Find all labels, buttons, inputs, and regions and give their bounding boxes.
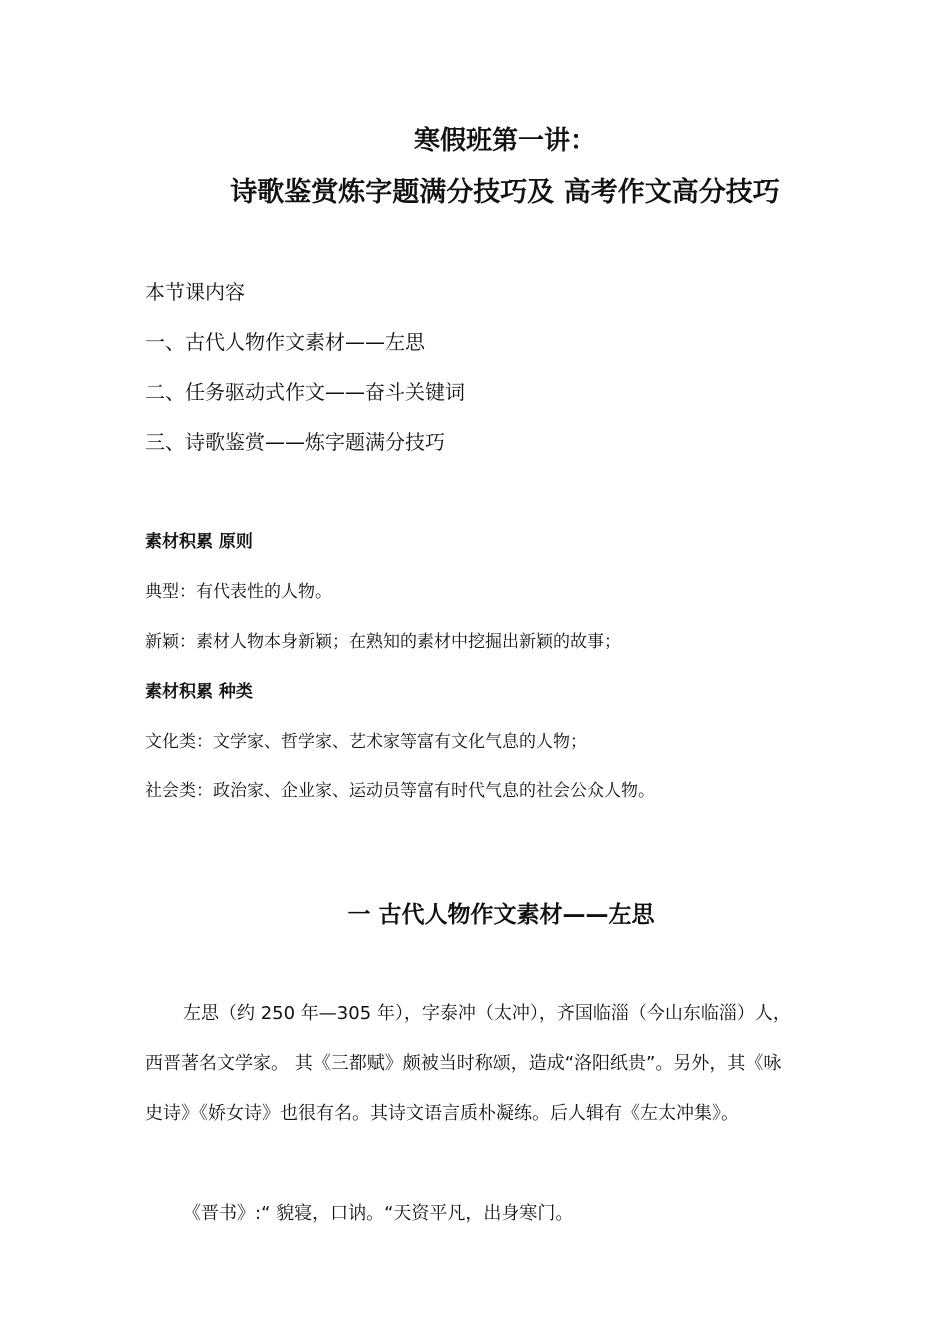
contents-item-1: 一、古代人物作文素材——左思 bbox=[145, 330, 425, 354]
contents-item-2: 二、任务驱动式作文——奋斗关键词 bbox=[145, 380, 465, 404]
paragraph-line-1: 左思（约 250 年—305 年），字泰冲（太冲），齐国临淄（今山东临淄）人， bbox=[183, 1003, 791, 1024]
quote-line: 《晋书》:“ 貌寝，口讷。“天资平凡，出身寒门。 bbox=[183, 1203, 574, 1224]
principle-novel: 新颖：素材人物本身新颖；在熟知的素材中挖掘出新颖的故事； bbox=[145, 632, 621, 652]
categories-heading: 素材积累 种类 bbox=[145, 682, 253, 702]
paragraph-line-2: 西晋著名文学家。 其《三都赋》颇被当时称颂，造成“洛阳纸贵”。另外，其《咏 bbox=[145, 1053, 782, 1074]
paragraph-line-3: 史诗》《娇女诗》也很有名。其诗文语言质朴凝练。后人辑有《左太冲集》。 bbox=[145, 1103, 739, 1124]
category-culture: 文化类：文学家、哲学家、艺术家等富有文化气息的人物； bbox=[145, 732, 587, 752]
principles-heading: 素材积累 原则 bbox=[145, 532, 253, 552]
contents-item-3: 三、诗歌鉴赏——炼字题满分技巧 bbox=[145, 430, 445, 454]
title-line-1: 寒假班第一讲： bbox=[413, 126, 596, 156]
category-society: 社会类：政治家、企业家、运动员等富有时代气息的社会公众人物。 bbox=[145, 781, 655, 801]
contents-heading: 本节课内容 bbox=[145, 280, 245, 304]
section-1-title: 一 古代人物作文素材——左思 bbox=[347, 902, 655, 928]
principle-typical: 典型：有代表性的人物。 bbox=[145, 582, 332, 602]
title-line-2: 诗歌鉴赏炼字题满分技巧及 高考作文高分技巧 bbox=[230, 177, 780, 208]
